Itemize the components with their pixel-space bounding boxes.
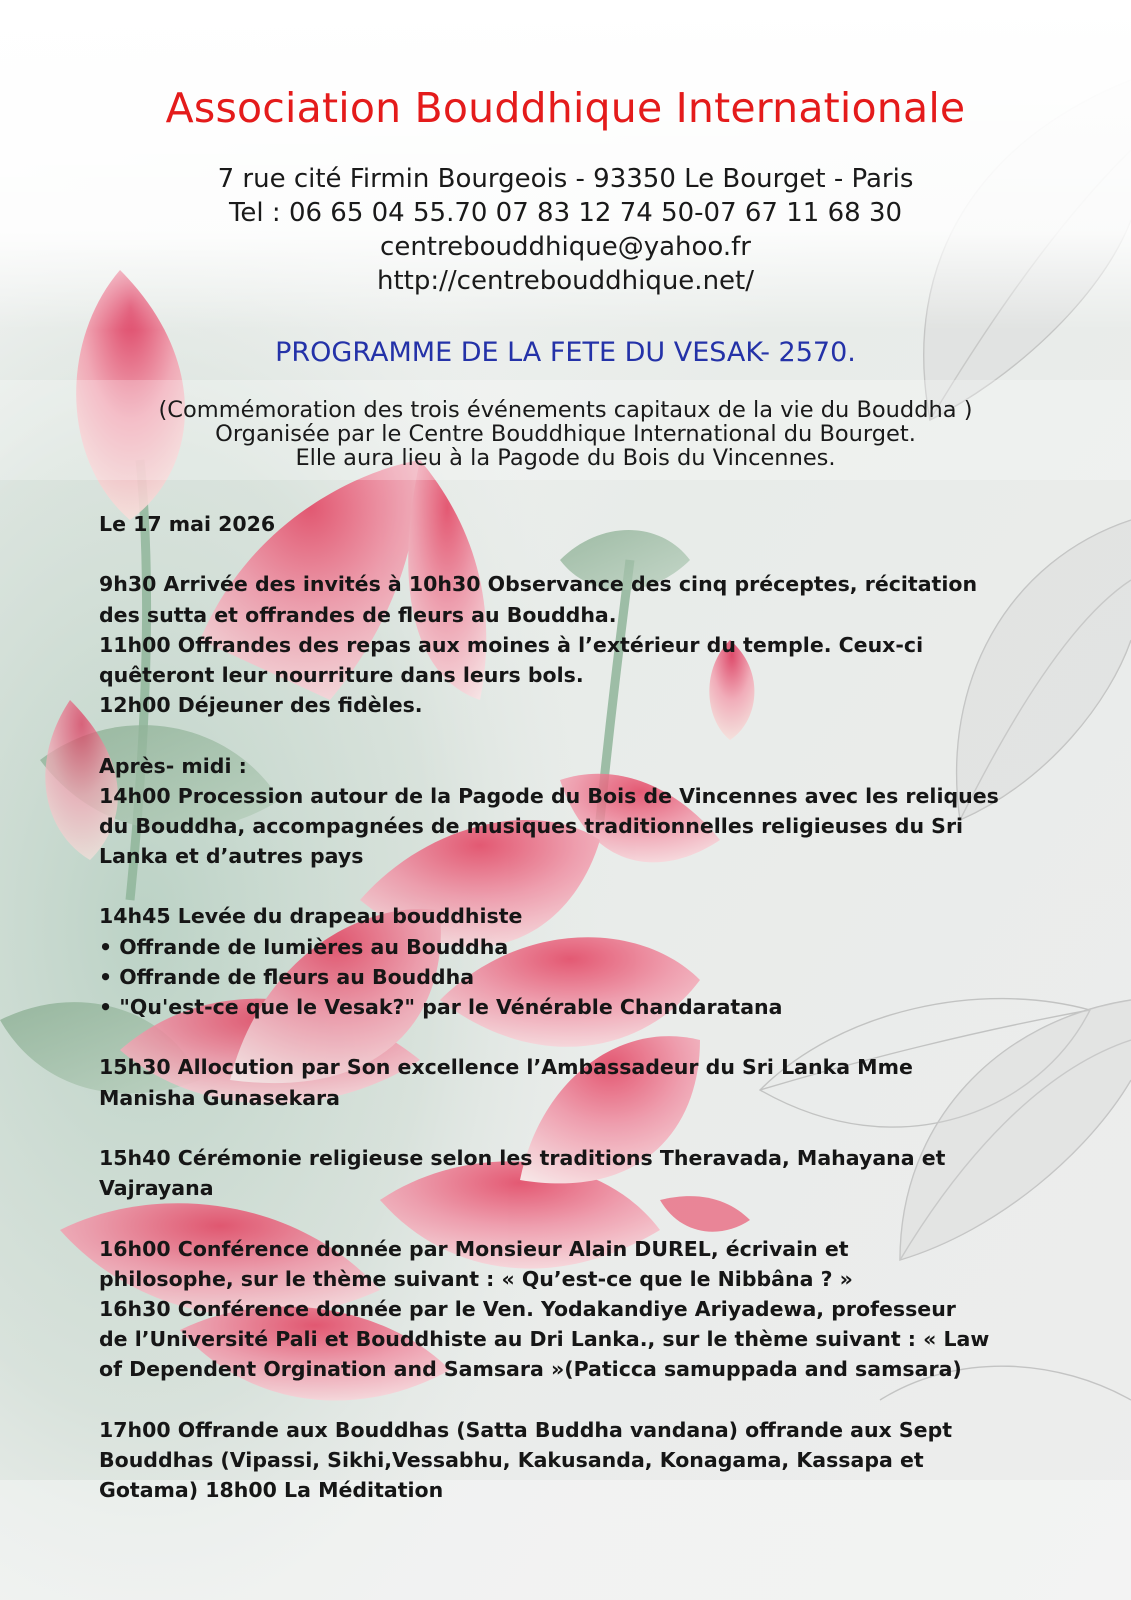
schedule-line: 9h30 Arrivée des invités à 10h30 Observance des cinq préceptes, récitation (99, 572, 978, 597)
schedule-line: 14h45 Levée du drapeau bouddhiste (99, 904, 523, 929)
schedule-line: Bouddhas (Vipassi, Sikhi,Vessabhu, Kakusanda, Konagama, Kassapa et (99, 1447, 924, 1472)
association-title: Association Bouddhique Internationale (165, 84, 966, 132)
schedule-line: des sutta et offrandes de fleurs au Bouddha. (99, 602, 617, 627)
subtitle-line: Elle aura lieu à la Pagode du Bois du Vincennes. (295, 445, 836, 471)
schedule-line: Gotama) 18h00 La Méditation (99, 1478, 444, 1502)
bullet-item: • Offrande de fleurs au Bouddha (99, 964, 475, 989)
schedule-line: 15h40 Cérémonie religieuse selon les traditions Theravada, Mahayana et (99, 1145, 946, 1170)
schedule-line: Vajrayana (99, 1176, 214, 1201)
schedule-line: 11h00 Offrandes des repas aux moines à l’extérieur du temple. Ceux-ci (99, 632, 924, 657)
contact-block (0, 162, 1131, 298)
phone-line: Tel : 06 65 04 55.70 07 83 12 74 50-07 67 11 68 30 (228, 198, 903, 228)
bullet-item: • "Qu'est-ce que le Vesak?" par le Vénérable Chandaratana (99, 995, 783, 1019)
spacer (99, 539, 1109, 569)
bullet-item: • Offrande de lumières au Bouddha (99, 934, 509, 959)
spacer (99, 871, 1109, 901)
programme-title: PROGRAMME DE LA FETE DU VESAK- 2570. (275, 337, 856, 368)
spacer (99, 720, 1109, 750)
spacer (99, 1113, 1109, 1143)
spacer (99, 1384, 1109, 1414)
schedule-line: quêteront leur nourriture dans leurs bols. (99, 662, 584, 687)
afternoon-heading: Après- midi : (99, 753, 247, 778)
schedule-line: 15h30 Allocution par Son excellence l’Ambassadeur du Sri Lanka Mme (99, 1055, 913, 1080)
schedule-line: philosophe, sur le thème suivant : « Qu’est-ce que le Nibbâna ? » (99, 1266, 853, 1291)
email-line: centrebouddhique@yahoo.fr (380, 232, 751, 262)
programme-subtitle (0, 398, 1131, 470)
website-line: http://centrebouddhique.net/ (377, 266, 754, 296)
schedule-block (99, 509, 1109, 1505)
schedule-line: 17h00 Offrande aux Bouddhas (Satta Buddha vandana) offrande aux Sept (99, 1417, 953, 1442)
schedule-line: 14h00 Procession autour de la Pagode du Bois de Vincennes avec les reliques (99, 783, 999, 808)
spacer (99, 1022, 1109, 1052)
spacer (99, 1203, 1109, 1233)
schedule-line: de l’Université Pali et Bouddhiste au Dri Lanka., sur le thème suivant : « Law (99, 1327, 990, 1352)
schedule-line: Lanka et d’autres pays (99, 844, 364, 869)
schedule-line: 12h00 Déjeuner des fidèles. (99, 693, 423, 718)
schedule-line: of Dependent Orgination and Samsara »(Paticca samuppada and samsara) (99, 1357, 962, 1382)
event-date: Le 17 mai 2026 (99, 512, 276, 536)
schedule-line: 16h30 Conférence donnée par le Ven. Yodakandiye Ariyadewa, professeur (99, 1296, 956, 1321)
schedule-line: 16h00 Conférence donnée par Monsieur Alain DUREL, écrivain et (99, 1236, 849, 1261)
subtitle-line: Organisée par le Centre Bouddhique International du Bourget. (215, 421, 916, 447)
schedule-line: du Bouddha, accompagnées de musiques traditionnelles religieuses du Sri (99, 813, 964, 838)
schedule-line: Manisha Gunasekara (99, 1085, 340, 1110)
subtitle-line: (Commémoration des trois événements capitaux de la vie du Bouddha ) (158, 397, 973, 423)
address-line: 7 rue cité Firmin Bourgeois - 93350 Le Bourget - Paris (217, 164, 914, 194)
